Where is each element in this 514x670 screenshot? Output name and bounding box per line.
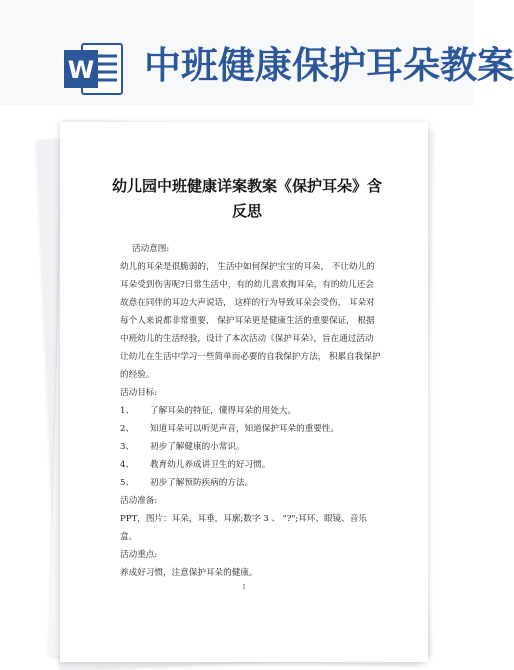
goal-text: 知道耳朵可以听见声音，知道保护耳朵的重要性。 — [150, 424, 340, 434]
intent-paragraph: 幼儿的耳朵是很脆弱的， 生活中如何保护宝宝的耳朵， 不让幼儿的耳朵受到伤害呢?日常生活中，有的幼儿喜欢掏耳朵，有的幼儿还会故意在同伴的耳边大声说话， 这样的行为导致耳朵会受伤， 耳朵对每个人来说都非常重要， 保护耳朵更是健康生活的重要保证， 根据中班幼儿的生活经验，设计了本次活动《保护耳朵》，旨在通过活动让幼儿在生活中学习一些简单而必要的自我保护方法， 积累自我保护的经验。 — [120, 262, 381, 380]
goal-text: 初步了解健康的小常识。 — [150, 442, 245, 452]
goal-text: 初步了解预防疾病的方法。 — [150, 478, 254, 488]
focus-text: 养成好习惯，注意保护耳朵的健康。 — [120, 568, 258, 578]
word-document-icon — [62, 42, 124, 96]
focus-heading: 活动重点: — [120, 550, 158, 560]
goals-heading: 活动目标: — [120, 388, 158, 398]
goal-item — [120, 456, 382, 474]
goal-number: 4、 — [120, 460, 135, 470]
goal-number: 2、 — [120, 424, 135, 434]
banner-title: 中班健康保护耳朵教案 — [144, 44, 514, 87]
goal-number: 1、 — [120, 406, 135, 416]
prep-text: PPT，图片：耳朵，耳垂，耳廓;数字 3 、 "?";耳环、眼镜、音乐盒。 — [120, 514, 367, 542]
page-number: 1 — [242, 584, 246, 591]
goal-item — [120, 420, 382, 438]
goal-item — [120, 474, 382, 492]
goal-text: 教育幼儿养成讲卫生的好习惯。 — [150, 460, 271, 470]
prep-heading: 活动准备: — [120, 496, 158, 506]
document-body — [120, 240, 382, 582]
goal-item — [120, 402, 382, 420]
document-page — [60, 122, 428, 662]
goal-text: 了解耳朵的特征，懂得耳朵的用处大。 — [150, 406, 297, 416]
goal-number: 5、 — [120, 478, 135, 488]
document-title: 幼儿园中班健康详案教案《保护耳朵》含反思 — [112, 177, 383, 220]
goal-number: 3、 — [120, 442, 135, 452]
header-banner — [0, 0, 514, 105]
goal-item — [120, 438, 382, 456]
word-icon-letter: W — [67, 56, 95, 84]
intent-heading: 活动意图: — [132, 244, 170, 254]
